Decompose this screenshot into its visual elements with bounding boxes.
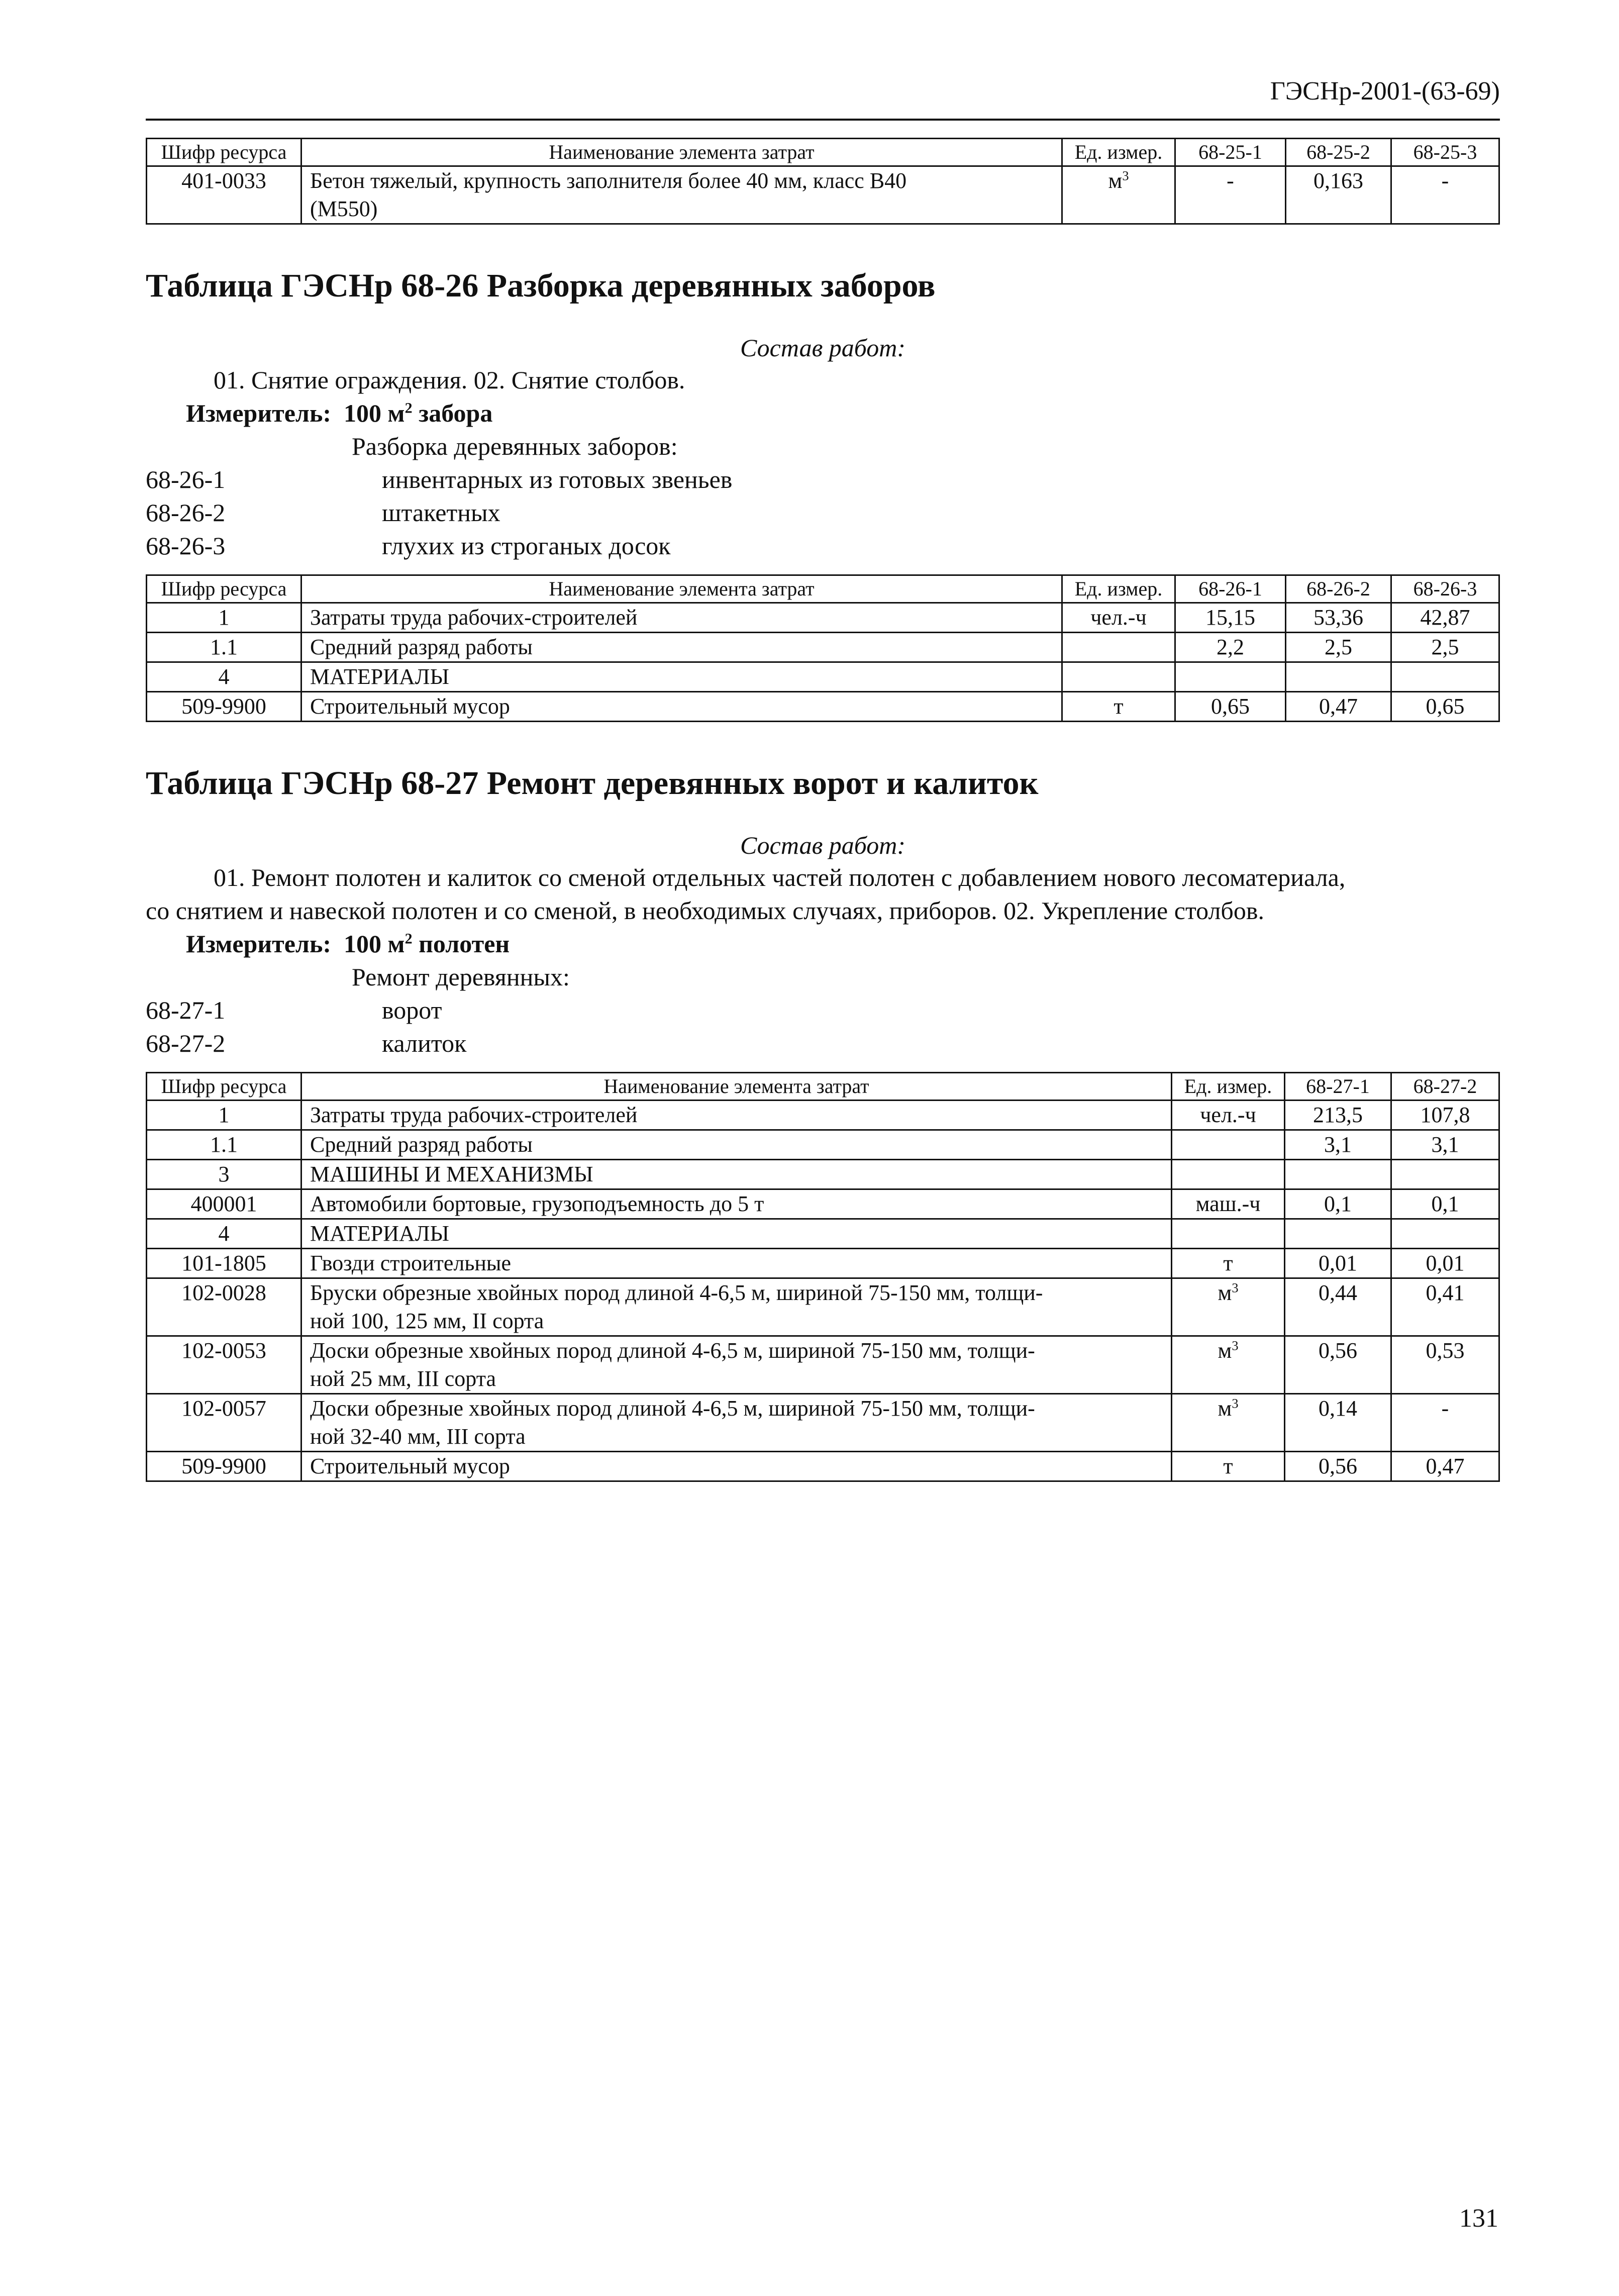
value-cell: [1285, 1219, 1391, 1249]
table-row: [147, 1101, 1499, 1130]
resource-unit: т: [1172, 1452, 1285, 1481]
resource-unit: [1062, 662, 1175, 692]
value-cell: 0,56: [1285, 1336, 1391, 1394]
table-row: [147, 1189, 1499, 1219]
table-row: [147, 1278, 1499, 1336]
resource-name: Строительный мусор: [301, 692, 1062, 722]
value-cell: 0,1: [1391, 1189, 1499, 1219]
meter-line: Измеритель: 100 $м^2$ забора: [186, 399, 493, 427]
table-row: [147, 1219, 1499, 1249]
resource-code: 509-9900: [147, 1452, 301, 1481]
table-68-25: [146, 138, 1500, 225]
section-title: Таблица ГЭСНр 68-27 Ремонт деревянных ворот и калиток: [146, 765, 1039, 802]
table-row: [147, 166, 1499, 224]
work-codes: [146, 463, 1500, 562]
table-68-27: [146, 1072, 1500, 1482]
resource-unit: [1172, 1219, 1285, 1249]
resource-code: 101-1805: [147, 1249, 301, 1278]
resource-name: Бруски обрезные хвойных пород длиной 4-6,5 м, шириной 75-150 мм, толщи- ной 100, 125 мм, II сорта: [301, 1278, 1172, 1336]
value-cell: [1286, 662, 1391, 692]
value-cell: 0,14: [1285, 1394, 1391, 1452]
col-unit-header: Ед. измер.: [1172, 1073, 1285, 1101]
value-cell: 3,1: [1391, 1130, 1499, 1160]
value-cell: 0,56: [1285, 1452, 1391, 1481]
resource-unit: [1172, 1130, 1285, 1160]
value-cell: 0,41: [1391, 1278, 1499, 1336]
value-cell: 2,2: [1175, 633, 1286, 662]
work-code-row: 68-26-2 штакетных: [146, 498, 500, 527]
resource-code: 1.1: [147, 633, 301, 662]
col-header: 68-27-2: [1391, 1073, 1499, 1101]
resource-name: Гвозди строительные: [301, 1249, 1172, 1278]
resource-code: 400001: [147, 1189, 301, 1219]
value-cell: 42,87: [1391, 603, 1499, 633]
col-header: 68-27-1: [1285, 1073, 1391, 1101]
col-unit-header: Ед. измер.: [1062, 139, 1175, 166]
section-title: Таблица ГЭСНр 68-26 Разборка деревянных заборов: [146, 267, 936, 304]
table-header-row: [147, 139, 1499, 166]
value-cell: 0,53: [1391, 1336, 1499, 1394]
header-rule: [146, 119, 1500, 121]
value-cell: 0,163: [1286, 166, 1391, 224]
col-header: 68-26-2: [1286, 575, 1391, 603]
work-code-row: 68-27-1 ворот: [146, 996, 442, 1024]
value-cell: -: [1175, 166, 1286, 224]
meter-line: Измеритель: 100 $м^2$ полотен: [186, 930, 510, 958]
resource-unit: [1172, 1160, 1285, 1189]
col-unit-header: Ед. измер.: [1062, 575, 1175, 603]
col-name-header: Наименование элемента затрат: [301, 139, 1062, 166]
resource-unit: $м^3$: [1172, 1278, 1285, 1336]
resource-code: 1.1: [147, 1130, 301, 1160]
value-cell: -: [1391, 1394, 1499, 1452]
running-header: ГЭСНр-2001-(63-69): [1270, 77, 1500, 106]
composition-text: 01. Снятие ограждения. 02. Снятие столбов.: [214, 366, 685, 394]
table-row: [147, 662, 1499, 692]
resource-name: Бетон тяжелый, крупность заполнителя более 40 мм, класс В40 (М550): [301, 166, 1062, 224]
resource-group: МАШИНЫ И МЕХАНИЗМЫ: [301, 1160, 1172, 1189]
resource-code: 401-0033: [147, 166, 301, 224]
composition-text-2: со снятием и навеской полотен и со сменой, в необходимых случаях, приборов. 02. Укрепление столбов.: [146, 896, 1264, 925]
col-name-header: Наименование элемента затрат: [301, 1073, 1172, 1101]
value-cell: 0,01: [1391, 1249, 1499, 1278]
resource-name: Доски обрезные хвойных пород длиной 4-6,5 м, шириной 75-150 мм, толщи- ной 25 мм, III сорта: [301, 1336, 1172, 1394]
resource-code: 509-9900: [147, 692, 301, 722]
resource-unit: т: [1062, 692, 1175, 722]
work-subtitle: Ремонт деревянных:: [352, 963, 570, 991]
work-code-row: 68-26-1 инвентарных из готовых звеньев: [146, 465, 733, 493]
resource-name: Затраты труда рабочих-строителей: [301, 1101, 1172, 1130]
resource-code: 1: [147, 603, 301, 633]
resource-code: 1: [147, 1101, 301, 1130]
value-cell: [1391, 1219, 1499, 1249]
table-header-row: [147, 575, 1499, 603]
resource-group: МАТЕРИАЛЫ: [301, 662, 1062, 692]
value-cell: 3,1: [1285, 1130, 1391, 1160]
value-cell: 2,5: [1391, 633, 1499, 662]
value-cell: [1391, 1160, 1499, 1189]
value-cell: 0,44: [1285, 1278, 1391, 1336]
value-cell: 0,47: [1391, 1452, 1499, 1481]
table-header-row: [147, 1073, 1499, 1101]
value-cell: 107,8: [1391, 1101, 1499, 1130]
col-header: 68-25-1: [1175, 139, 1286, 166]
resource-name: Автомобили бортовые, грузоподъемность до 5 т: [301, 1189, 1172, 1219]
value-cell: 2,5: [1286, 633, 1391, 662]
resource-code: 102-0057: [147, 1394, 301, 1452]
resource-code: 102-0028: [147, 1278, 301, 1336]
resource-name: Средний разряд работы: [301, 633, 1062, 662]
resource-code: 3: [147, 1160, 301, 1189]
resource-code: 4: [147, 662, 301, 692]
resource-group: МАТЕРИАЛЫ: [301, 1219, 1172, 1249]
resource-unit: $м^3$: [1172, 1394, 1285, 1452]
resource-unit: $м^3$: [1062, 166, 1175, 224]
table-row: [147, 1336, 1499, 1394]
value-cell: [1285, 1160, 1391, 1189]
work-codes: [146, 993, 1500, 1060]
resource-name: Строительный мусор: [301, 1452, 1172, 1481]
col-name-header: Наименование элемента затрат: [301, 575, 1062, 603]
value-cell: -: [1391, 166, 1499, 224]
resource-unit: чел.-ч: [1062, 603, 1175, 633]
resource-name: Доски обрезные хвойных пород длиной 4-6,5 м, шириной 75-150 мм, толщи- ной 32-40 мм, III сорта: [301, 1394, 1172, 1452]
resource-code: 102-0053: [147, 1336, 301, 1394]
value-cell: 15,15: [1175, 603, 1286, 633]
col-header: 68-26-3: [1391, 575, 1499, 603]
col-code-header: Шифр ресурса: [147, 139, 301, 166]
resource-unit: чел.-ч: [1172, 1101, 1285, 1130]
resource-unit: т: [1172, 1249, 1285, 1278]
value-cell: [1391, 662, 1499, 692]
value-cell: 213,5: [1285, 1101, 1391, 1130]
table-row: [147, 603, 1499, 633]
resource-name: Затраты труда рабочих-строителей: [301, 603, 1062, 633]
value-cell: 0,65: [1391, 692, 1499, 722]
resource-name: Средний разряд работы: [301, 1130, 1172, 1160]
value-cell: 0,1: [1285, 1189, 1391, 1219]
resource-unit: маш.-ч: [1172, 1189, 1285, 1219]
table-row: [147, 1130, 1499, 1160]
table-68-26: [146, 574, 1500, 722]
work-subtitle: Разборка деревянных заборов:: [352, 432, 678, 460]
col-header: 68-26-1: [1175, 575, 1286, 603]
resource-unit: [1062, 633, 1175, 662]
table-row: [147, 1394, 1499, 1452]
resource-unit: $м^3$: [1172, 1336, 1285, 1394]
value-cell: 53,36: [1286, 603, 1391, 633]
composition-label: Состав работ:: [740, 334, 906, 362]
value-cell: [1175, 662, 1286, 692]
col-code-header: Шифр ресурса: [147, 575, 301, 603]
work-code-row: 68-27-2 калиток: [146, 1029, 467, 1057]
value-cell: 0,01: [1285, 1249, 1391, 1278]
composition-text-1: 01. Ремонт полотен и калиток со сменой отдельных частей полотен с добавлением нового лесоматериала,: [214, 863, 1346, 891]
work-code-row: 68-26-3 глухих из строганых досок: [146, 532, 671, 560]
page-number: 131: [1459, 2204, 1498, 2233]
table-row: [147, 633, 1499, 662]
document-page: [146, 75, 1500, 1482]
resource-code: 4: [147, 1219, 301, 1249]
col-header: 68-25-3: [1391, 139, 1499, 166]
table-row: [147, 1249, 1499, 1278]
table-row: [147, 1160, 1499, 1189]
value-cell: 0,47: [1286, 692, 1391, 722]
col-code-header: Шифр ресурса: [147, 1073, 301, 1101]
col-header: 68-25-2: [1286, 139, 1391, 166]
composition-label: Состав работ:: [740, 831, 906, 859]
table-row: [147, 692, 1499, 722]
value-cell: 0,65: [1175, 692, 1286, 722]
table-row: [147, 1452, 1499, 1481]
